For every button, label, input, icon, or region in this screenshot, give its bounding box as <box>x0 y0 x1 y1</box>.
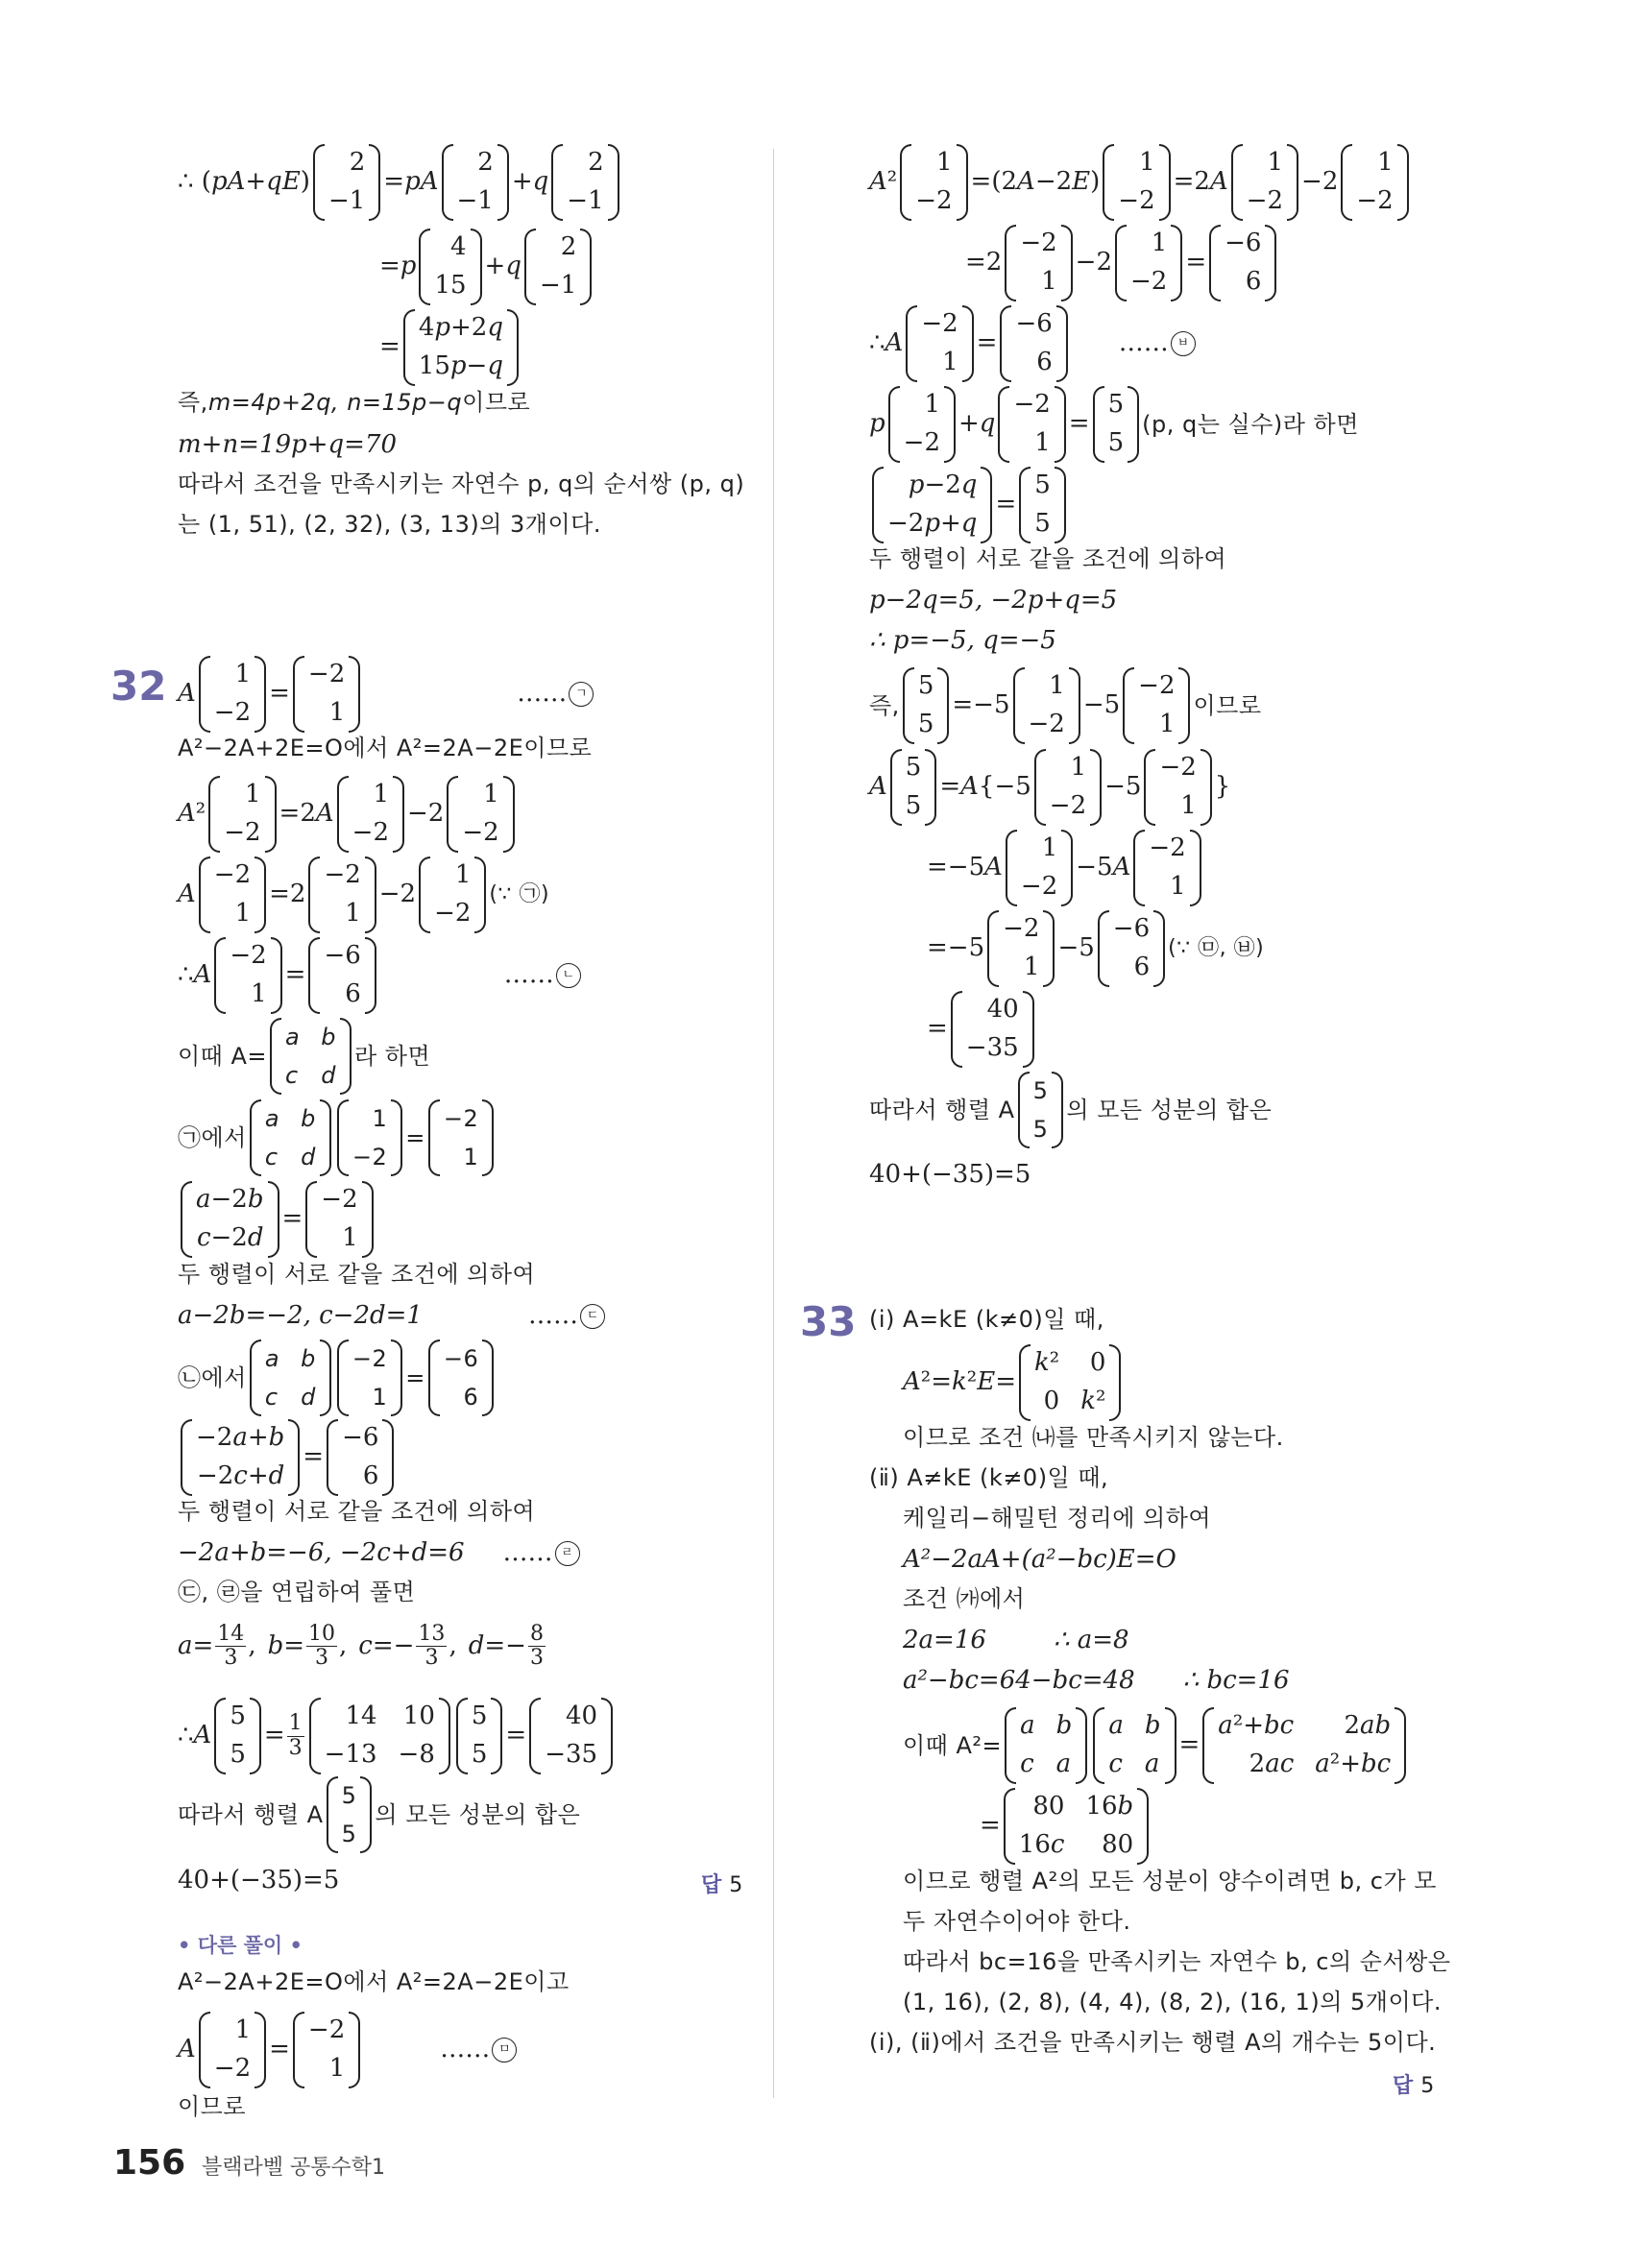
equation-line: = 4p+2q 15p−q <box>379 309 521 386</box>
text-line: 두 행렬이 서로 같을 조건에 의하여 <box>178 1261 536 1288</box>
text-line: ㉢, ㉣을 연립하여 풀면 <box>178 1579 416 1605</box>
text-line: (1, 16), (2, 8), (4, 4), (8, 2), (16, 1)의 5개이다. <box>903 1989 1442 2015</box>
text-line: A²−2aA+(a²−bc)E=O <box>903 1545 1176 1574</box>
equation-line: a = 14 3 , b = 10 3 , c =− 13 3 , d =− 8 3 <box>178 1622 544 1671</box>
text-line: 이므로 행렬 A²의 모든 성분이 양수이려면 b, c가 모 <box>903 1868 1437 1894</box>
equation-line: =−5 −2 1 −5 −6 6 (∵ ㉤, ㉥) <box>927 910 1264 987</box>
equation-line: a²−bc=64−bc=48 ∴ bc=16 <box>903 1666 1290 1695</box>
problem-number: 33 <box>800 1298 857 1345</box>
equation-line: = 80 16b 16c 80 <box>980 1788 1152 1865</box>
book-title: 블랙라벨 공통수학1 <box>202 2156 386 2180</box>
equation-line: −2a+b −2c+d = −6 6 <box>178 1419 397 1496</box>
equation-line: −2a+b=−6, −2c+d=6 …… ㄹ <box>178 1538 582 1568</box>
text-line: 이므로 <box>178 2093 247 2120</box>
equation-line: ∴ A −2 1 = −6 6 …… ㄴ <box>178 937 583 1014</box>
text-line: p−2q=5, −2p+q=5 <box>869 586 1118 615</box>
text-line: 즉, m=4p+2q, n=15p−q 이므로 <box>178 389 531 416</box>
text-line: 이므로 조건 ㈏를 만족시키지 않는다. <box>903 1424 1284 1451</box>
problem-number: 32 <box>110 663 167 710</box>
text-line: 40+(−35)=5 <box>869 1160 1031 1189</box>
page-number: 156 <box>113 2143 186 2183</box>
text-line: 두 자연수이어야 한다. <box>903 1908 1131 1935</box>
equation-line: A 5 5 = A {−5 1 −2 −5 −2 1 } <box>869 749 1230 826</box>
equation-line: A 1 −2 = −2 1 …… ㄱ <box>178 656 595 733</box>
text-line: 두 행렬이 서로 같을 조건에 의하여 <box>178 1498 536 1525</box>
equation-line: a−2b c−2d = −2 1 <box>178 1181 376 1258</box>
equation-line: p−2q −2p+q = 5 5 <box>869 467 1069 543</box>
text-line: 두 행렬이 서로 같을 조건에 의하여 <box>869 545 1227 572</box>
text-line: (ⅰ) A=kE (k≠0)일 때, <box>869 1306 1104 1333</box>
equation-line: A 1 −2 = −2 1 …… ㅁ <box>178 2012 519 2088</box>
answer-mark: 답 5 <box>701 1873 743 1897</box>
equation-line: a−2b=−2, c−2d=1 …… ㄷ <box>178 1301 607 1331</box>
equation-line: 이때 A= a b c d 라 하면 <box>178 1018 430 1095</box>
text-line: ∴ p=−5, q=−5 <box>869 626 1056 655</box>
text-line: 는 (1, 51), (2, 32), (3, 13)의 3개이다. <box>178 511 601 538</box>
equation-line: p 1 −2 + q −2 1 = 5 5 (p, q는 실수)라 하면 <box>869 386 1359 463</box>
equation-line: 이때 A²= a b c a a b c a = a²+bc 2ab 2ac a²+bc <box>903 1707 1409 1784</box>
equation-line: A ² 1 −2 =2 A 1 −2 −2 1 −2 <box>178 776 518 853</box>
text-line: (ⅰ), (ⅱ)에서 조건을 만족시키는 행렬 A의 개수는 5이다. <box>869 2029 1437 2056</box>
equation-line: 따라서 행렬 A 5 5 의 모든 성분의 합은 <box>178 1776 580 1853</box>
text-line: (ⅱ) A≠kE (k≠0)일 때, <box>869 1464 1109 1491</box>
equation-line: ∴ A −2 1 = −6 6 …… ㅂ <box>869 305 1198 382</box>
equation-line: A ²= k ² E = k² 0 0 k² <box>903 1344 1124 1421</box>
text-line: m+n=19p+q=70 <box>178 430 397 459</box>
equation-line: =−5 A 1 −2 −5 A −2 1 <box>927 830 1204 906</box>
equation-line: ㉡에서 a b c d −2 1 = −6 6 <box>178 1339 497 1416</box>
equation-line: = p 4 15 + q 2 −1 <box>379 229 594 305</box>
text-line: 케일리−해밀턴 정리에 의하여 <box>903 1505 1212 1532</box>
equation-line: ㉠에서 a b c d 1 −2 = −2 1 <box>178 1099 497 1176</box>
equation-line: = 40 −35 <box>927 991 1037 1068</box>
text-line: A²−2A+2E=O에서 A²=2A−2E이고 <box>178 1968 570 1995</box>
equation-line: A −2 1 =2 −2 1 −2 1 −2 (∵ ㉠) <box>178 857 549 933</box>
equation-line: A ² 1 −2 =(2 A −2 E ) 1 −2 =2 A 1 −2 −2 1 −2 <box>869 144 1412 221</box>
equation-line: ∴ A 5 5 = 1 3 14 10 −13 −8 5 5 = 40 −35 <box>178 1698 616 1774</box>
text-line: 따라서 조건을 만족시키는 자연수 p, q의 순서쌍 (p, q) <box>178 470 745 497</box>
equation-line: 2a=16 ∴ a=8 <box>903 1626 1129 1654</box>
text-line: 조건 ㈎에서 <box>903 1585 1026 1612</box>
text-line: 40+(−35)=5 <box>178 1866 340 1894</box>
column-divider <box>773 149 774 2098</box>
equation-line: =2 −2 1 −2 1 −2 = −6 6 <box>965 225 1279 302</box>
text-line: 따라서 bc=16을 만족시키는 자연수 b, c의 순서쌍은 <box>903 1948 1451 1975</box>
equation-line: 따라서 행렬 A 5 5 의 모든 성분의 합은 <box>869 1072 1272 1148</box>
text-line: A²−2A+2E=O에서 A²=2A−2E이므로 <box>178 735 593 761</box>
answer-mark: 답 5 <box>1393 2074 1435 2098</box>
equation-line: ∴ ( pA + qE ) 2 −1 = pA 2 −1 + q 2 −1 <box>178 144 622 221</box>
equation-line: 즉, 5 5 =−5 1 −2 −5 −2 1 이므로 <box>869 667 1262 744</box>
alt-solution-heading: • 다른 풀이 • <box>178 1934 303 1957</box>
